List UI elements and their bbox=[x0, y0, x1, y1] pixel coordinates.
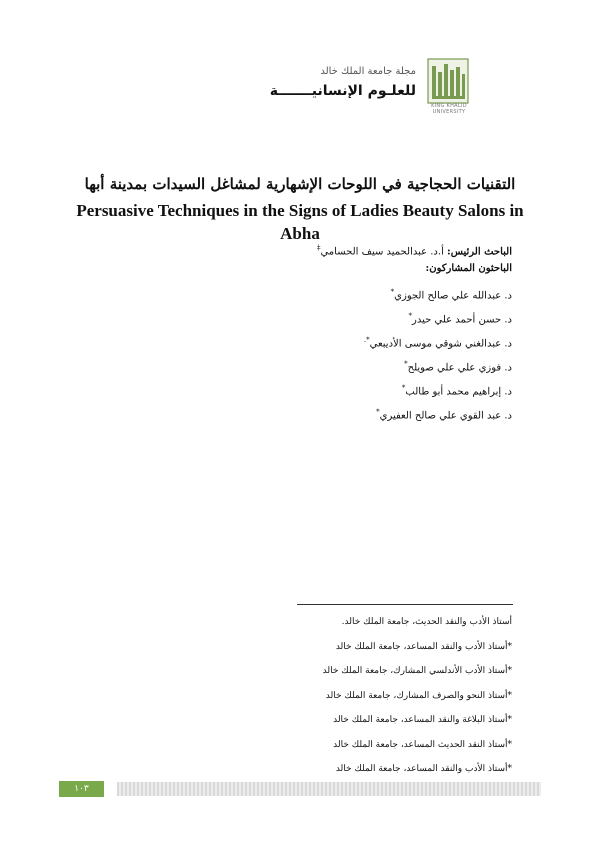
footnote-item: *أستاذ الأدب والنقد المساعد، جامعة الملك خالد bbox=[335, 641, 512, 652]
participant-item bbox=[72, 328, 512, 352]
participant-name: د. حسن أحمد علي حيدر bbox=[412, 314, 512, 326]
participant-name: د. عبدالله علي صالح الجوزي bbox=[394, 290, 512, 302]
participants-heading: الباحثون المشاركون: bbox=[425, 263, 512, 275]
participant-item bbox=[72, 304, 512, 328]
footnote-divider bbox=[297, 604, 513, 605]
title-arabic: التقنيات الحجاجية في اللوحات الإشهارية لمشاغل السيدات بمدينة أبها bbox=[84, 175, 516, 193]
participant-name: د. عبدالغني شوقي موسى الأديبعي bbox=[369, 338, 512, 350]
participant-name: د. إبراهيم محمد أبو طالب bbox=[405, 386, 512, 398]
journal-name-line2: للعلـوم الإنسانيـــــــة bbox=[269, 83, 416, 99]
footnote-item: *أستاذ البلاغة والنقد المساعد، جامعة الملك خالد bbox=[333, 715, 512, 725]
participant-name: د. فوزي علي علي صويلح bbox=[407, 362, 512, 374]
page-number-badge: ١٠٣ bbox=[59, 781, 104, 797]
journal-name-line1: مجلة جامعة الملك خالد bbox=[320, 66, 416, 77]
researchers-block bbox=[72, 240, 512, 424]
lead-researcher-mark: ‡ bbox=[316, 244, 321, 252]
lead-researcher-line bbox=[72, 240, 512, 260]
footnote-item: *أستاذ الأدب الأندلسي المشارك، جامعة الملك خالد bbox=[322, 666, 512, 676]
logo-caption: KING KHALID UNIVERSITY bbox=[431, 103, 467, 115]
participant-name: د. عبد القوي علي صالح العفيري bbox=[379, 410, 512, 422]
participant-mark: * bbox=[376, 408, 380, 417]
lead-researcher-name: أ.د. عبدالحميد سيف الحسامي bbox=[320, 246, 444, 258]
footnotes-block bbox=[212, 610, 512, 782]
title-english: Persuasive Techniques in the Signs of Ladies Beauty Salons in Abha bbox=[76, 201, 524, 243]
participant-mark: * bbox=[404, 360, 408, 369]
participant-item bbox=[72, 280, 512, 304]
footnote-item: *أستاذ الأدب والنقد المساعد، جامعة الملك خالد bbox=[335, 764, 512, 774]
footnote-item: *أستاذ النحو والصرف المشارك، جامعة الملك خالد bbox=[325, 690, 512, 701]
participant-item bbox=[72, 352, 512, 376]
participant-item bbox=[72, 376, 512, 400]
participant-item bbox=[72, 400, 512, 424]
footnote-item: *أستاذ النقد الحديث المساعد، جامعة الملك خالد bbox=[333, 739, 512, 750]
participant-mark: * bbox=[401, 384, 406, 393]
participant-mark: * bbox=[390, 288, 395, 297]
footer-decorative-bar bbox=[117, 782, 541, 796]
participant-mark: *. bbox=[363, 336, 370, 345]
participant-mark: * bbox=[408, 312, 413, 321]
footnote-item: أستاذ الأدب والنقد الحديث، جامعة الملك خالد. bbox=[341, 617, 512, 627]
lead-researcher-label: الباحث الرئيس: bbox=[447, 246, 512, 258]
university-logo bbox=[427, 58, 469, 104]
